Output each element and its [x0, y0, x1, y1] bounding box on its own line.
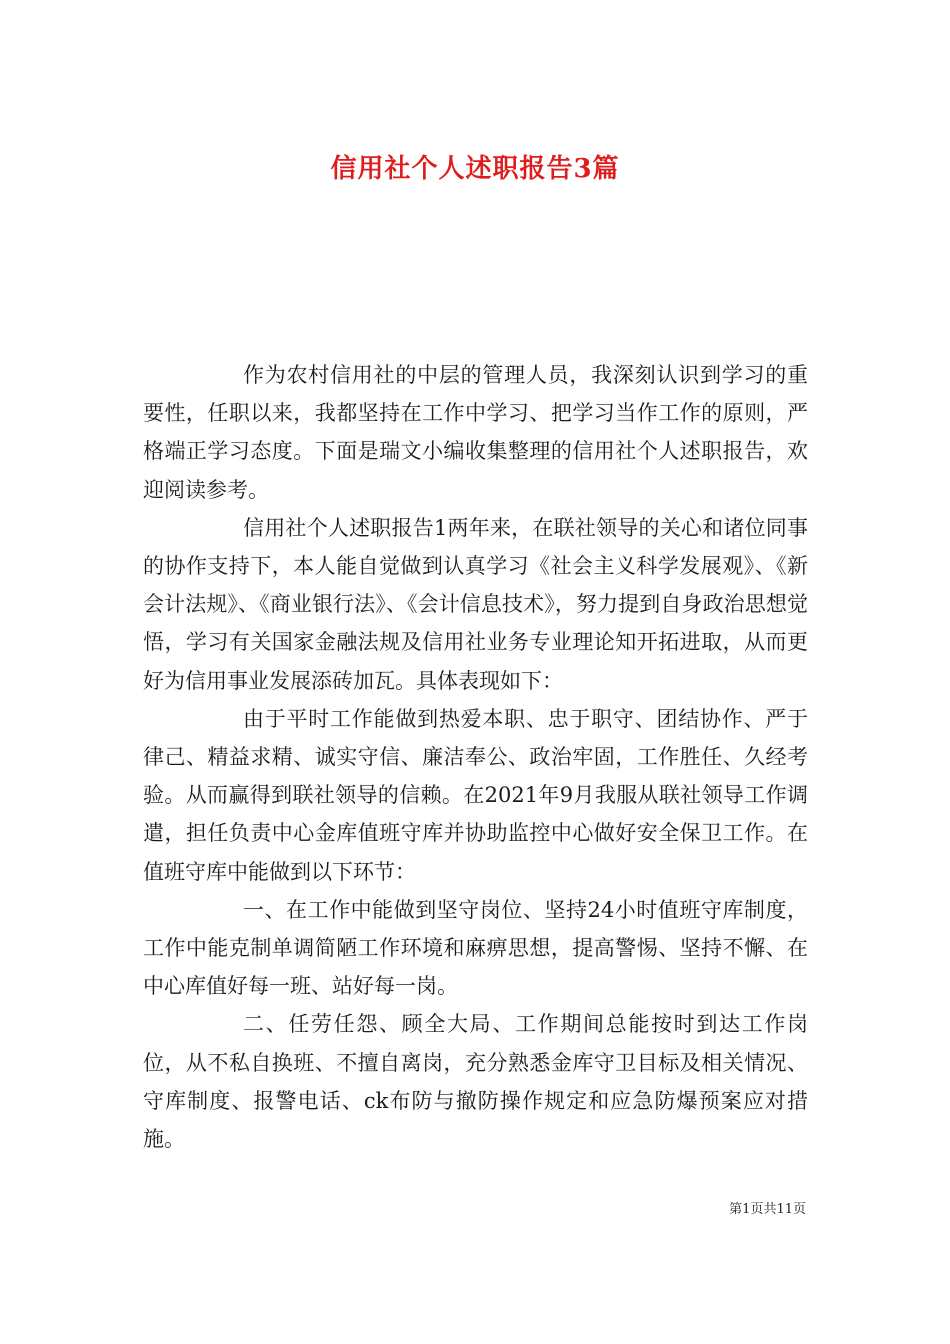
- document-body: [143, 356, 808, 1158]
- paragraph-work-performance: 由于平时工作能做到热爱本职、忠于职守、团结协作、严于律己、精益求精、诚实守信、廉洁奉公、政治牢固，工作胜任、久经考验。从而赢得到联社领导的信赖。在2021年9月我服从联社领导工作调遣，担任负责中心金库值班守库并协助监控中心做好安全保卫工作。在值班守库中能做到以下环节：: [143, 706, 808, 884]
- paragraph-item-1: 一、在工作中能做到坚守岗位、坚持24小时值班守库制度，工作中能克制单调简陋工作环境和麻痹思想，提高警惕、坚持不懈、在中心库值好每一班、站好每一岗。: [143, 897, 808, 999]
- paragraph-intro: 作为农村信用社的中层的管理人员，我深刻认识到学习的重要性，任职以来，我都坚持在工作中学习、把学习当作工作的原则，严格端正学习态度。下面是瑞文小编收集整理的信用社个人述职报告，欢迎阅读参考。: [143, 363, 808, 502]
- page-number-footer: 第1页共11页: [729, 1202, 806, 1217]
- paragraph-report-1: 信用社个人述职报告1两年来，在联社领导的关心和诸位同事的协作支持下，本人能自觉做到认真学习《社会主义科学发展观》、《新会计法规》、《商业银行法》、《会计信息技术》，努力提到自身政治思想觉悟，学习有关国家金融法规及信用社业务专业理论知开拓进取，从而更好为信用事业发展添砖加瓦。具体表现如下：: [143, 515, 808, 693]
- document-title: 信用社个人述职报告3篇: [330, 154, 620, 185]
- paragraph-item-2: 二、任劳任怨、顾全大局、工作期间总能按时到达工作岗位，从不私自换班、不擅自离岗，充分熟悉金库守卫目标及相关情况、守库制度、报警电话、ck布防与撤防操作规定和应急防爆预案应对措施。: [143, 1012, 808, 1152]
